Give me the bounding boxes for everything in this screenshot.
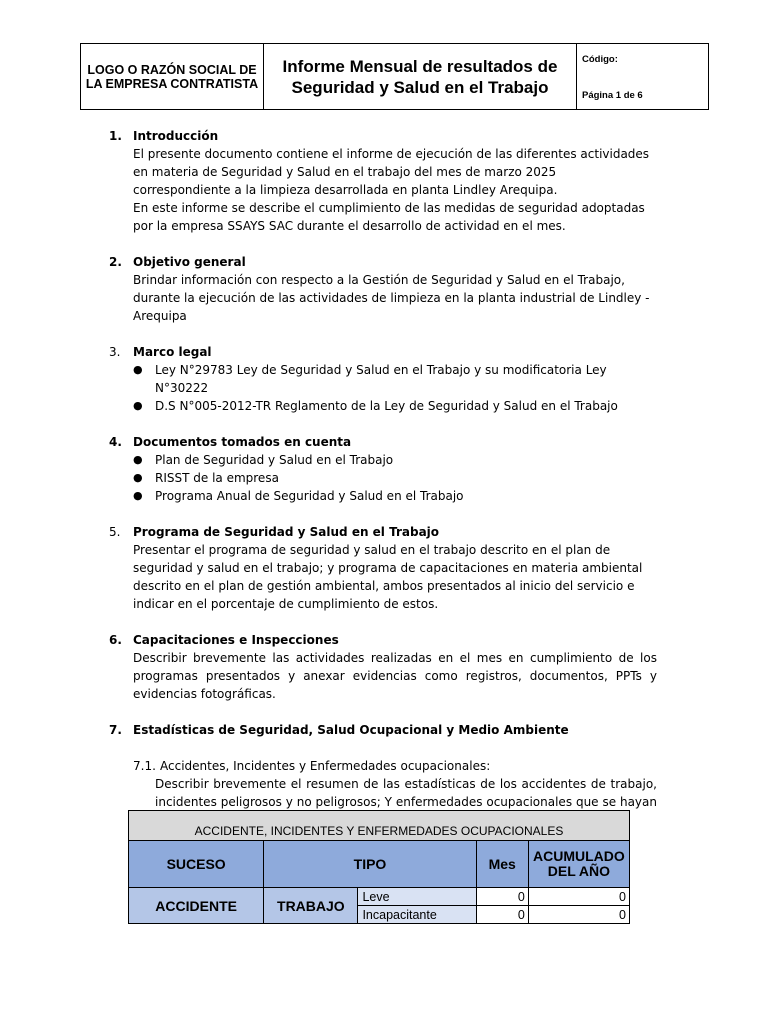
list-item xyxy=(109,451,657,469)
cell-mes: 0 xyxy=(476,888,528,906)
section-title: Introducción xyxy=(133,129,219,143)
page-number: Página 1 de 6 xyxy=(582,90,643,101)
paragraph: Presentar el programa de seguridad y salud en el trabajo descrito en el plan de seguridad y salud en el trabajo; y programa de capacitaciones en materia ambiental descrito en el plan de gestión ambiental, ambos presentados al inicio del servicio e indicar en el porcentaje de cumplimiento de estos. xyxy=(133,543,643,611)
list-item xyxy=(109,361,657,397)
table-row xyxy=(129,888,630,906)
section-number: 6. xyxy=(109,633,122,647)
section-marco-legal xyxy=(109,343,657,415)
column-header-tipo: TIPO xyxy=(264,841,476,888)
cell-acumulado: 0 xyxy=(528,888,629,906)
document-meta xyxy=(577,44,708,109)
column-header-suceso: SUCESO xyxy=(129,841,264,888)
section-number: 5. xyxy=(109,525,121,539)
paragraph: En este informe se describe el cumplimiento de las medidas de seguridad adoptadas por la empresa SSAYS SAC durante el desarrollo de actividad en el mes. xyxy=(133,201,645,233)
list-item-text: D.S N°005-2012-TR Reglamento de la Ley de Seguridad y Salud en el Trabajo xyxy=(155,399,618,413)
section-title: Marco legal xyxy=(133,345,212,359)
document-body xyxy=(109,127,657,847)
section-title: Programa de Seguridad y Salud en el Trabajo xyxy=(133,525,440,539)
section-capacitaciones xyxy=(109,631,657,703)
section-objetivo-general xyxy=(109,253,657,325)
section-number: 1. xyxy=(109,129,122,143)
subsection-number: 7.1. xyxy=(133,759,156,773)
document-title: Informe Mensual de resultados de Seguridad y Salud en el Trabajo xyxy=(264,44,577,109)
list-item xyxy=(109,469,657,487)
list-item-text: RISST de la empresa xyxy=(155,471,279,485)
accidents-table xyxy=(128,810,630,924)
document-header xyxy=(80,43,709,110)
document-code-label: Código: xyxy=(582,54,618,65)
section-title: Capacitaciones e Inspecciones xyxy=(133,633,339,647)
section-number: 4. xyxy=(109,435,122,449)
cell-subtype: Incapacitante xyxy=(358,906,476,924)
cell-tipo: TRABAJO xyxy=(264,888,358,924)
section-number: 2. xyxy=(109,255,122,269)
paragraph: Describir brevemente las actividades realizadas en el mes en cumplimiento de los programas presentados y anexar evidencias como registros, documentos, PPTs y evidencias fotográficas. xyxy=(133,651,657,701)
paragraph: El presente documento contiene el informe de ejecución de las diferentes actividades en materia de Seguridad y Salud en el trabajo del mes de marzo 2025 correspondiente a la limpieza desarrollada en planta Lindley Arequipa. xyxy=(133,147,650,197)
bullet-icon: ● xyxy=(133,363,143,376)
list-item-text: Programa Anual de Seguridad y Salud en el Trabajo xyxy=(155,489,464,503)
paragraph: Describir brevemente el resumen de las estadísticas de los accidentes de trabajo, incidentes peligrosos y no peligrosos; Y enfermedades ocupacionales que se hayan xyxy=(155,777,657,809)
cell-acumulado: 0 xyxy=(528,906,629,924)
cell-mes: 0 xyxy=(476,906,528,924)
bullet-icon: ● xyxy=(133,471,143,484)
list-item-text: Plan de Seguridad y Salud en el Trabajo xyxy=(155,453,394,467)
section-documentos xyxy=(109,433,657,505)
section-title: Documentos tomados en cuenta xyxy=(133,435,352,449)
table-caption: ACCIDENTE, INCIDENTES Y ENFERMEDADES OCUPACIONALES xyxy=(129,811,630,841)
cell-subtype: Leve xyxy=(358,888,476,906)
list-item xyxy=(109,397,657,415)
bullet-icon: ● xyxy=(133,453,143,466)
section-title: Objetivo general xyxy=(133,255,246,269)
bullet-list xyxy=(109,361,657,415)
list-item-text: Ley N°29783 Ley de Seguridad y Salud en el Trabajo y su modificatoria Ley N°30222 xyxy=(155,363,607,395)
paragraph: Brindar información con respecto a la Gestión de Seguridad y Salud en el Trabajo, durante la ejecución de las actividades de limpieza en la planta industrial de Lindley - Arequipa xyxy=(133,273,650,323)
bullet-icon: ● xyxy=(133,399,143,412)
cell-suceso: ACCIDENTE xyxy=(129,888,264,924)
subsection-title: Accidentes, Incidentes y Enfermedades ocupacionales: xyxy=(160,759,491,773)
section-programa xyxy=(109,523,657,613)
list-item xyxy=(109,487,657,505)
bullet-icon: ● xyxy=(133,489,143,502)
company-logo-placeholder: LOGO O RAZÓN SOCIAL DE LA EMPRESA CONTRATISTA xyxy=(81,44,264,109)
column-header-acumulado: ACUMULADO DEL AÑO xyxy=(528,841,629,888)
section-introduccion xyxy=(109,127,657,235)
section-number: 7. xyxy=(109,723,122,737)
column-header-mes: Mes xyxy=(476,841,528,888)
section-number: 3. xyxy=(109,345,121,359)
bullet-list xyxy=(109,451,657,505)
section-title: Estadísticas de Seguridad, Salud Ocupacional y Medio Ambiente xyxy=(133,723,569,737)
